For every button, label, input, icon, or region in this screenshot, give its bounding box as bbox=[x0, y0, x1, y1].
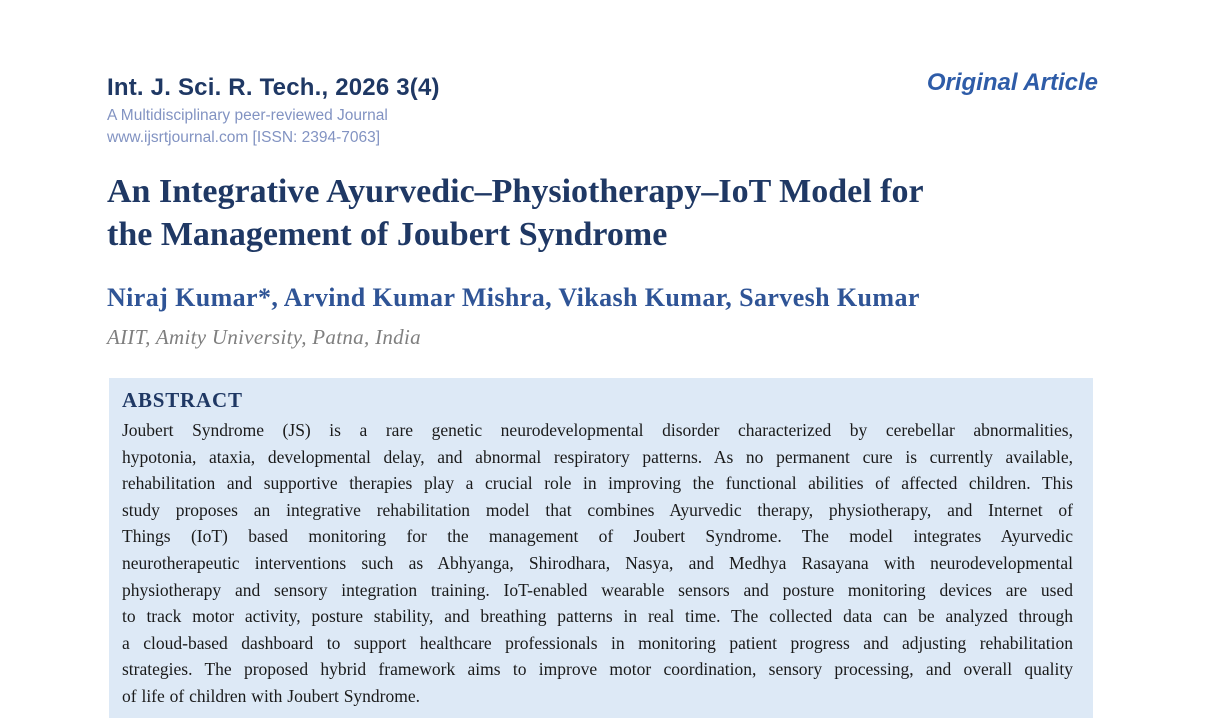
abstract-line: strategies. The proposed hybrid framework aims to improve motor coordination, sensory processing, and overall quality bbox=[122, 659, 1073, 680]
abstract-line: to track motor activity, posture stability, and breathing patterns in real time. The collected data can be analyzed through bbox=[122, 606, 1073, 627]
paper-title bbox=[107, 171, 1067, 256]
abstract-heading: ABSTRACT bbox=[122, 388, 243, 412]
abstract-line: of life of children with Joubert Syndrome. bbox=[122, 685, 421, 706]
abstract-paragraph bbox=[122, 417, 1073, 710]
paper-title-line-2: the Management of Joubert Syndrome bbox=[107, 215, 668, 253]
journal-subtitle bbox=[107, 105, 388, 148]
paper-title-line-1: An Integrative Ayurvedic–Physiotherapy–IoT Model for bbox=[107, 173, 924, 210]
journal-url-issn: www.ijsrtjournal.com [ISSN: 2394-7063] bbox=[107, 128, 381, 146]
abstract-line: study proposes an integrative rehabilitation model that combines Ayurvedic therapy, physiotherapy, and Internet of bbox=[122, 499, 1073, 520]
abstract-line: rehabilitation and supportive therapies play a crucial role in improving the functional abilities of affected children. This bbox=[122, 473, 1073, 494]
abstract-line: hypotonia, ataxia, developmental delay, and abnormal respiratory patterns. As no permanent cure is currently available, bbox=[122, 446, 1073, 467]
abstract-line: a cloud-based dashboard to support healthcare professionals in monitoring patient progress and adjusting rehabilitation bbox=[122, 632, 1073, 653]
affiliation-line: AIIT, Amity University, Patna, India bbox=[107, 325, 421, 349]
abstract-section bbox=[109, 378, 1093, 718]
abstract-line: neurotherapeutic interventions such as Abhyanga, Shirodhara, Nasya, and Medhya Rasayana with neurodevelopmental bbox=[122, 552, 1073, 573]
journal-subtitle-tagline: A Multidisciplinary peer-reviewed Journal bbox=[107, 107, 388, 124]
abstract-line: Joubert Syndrome (JS) is a rare genetic neurodevelopmental disorder characterized by cerebellar abnormalities, bbox=[122, 420, 1073, 440]
authors-line: Niraj Kumar*, Arvind Kumar Mishra, Vikash Kumar, Sarvesh Kumar bbox=[107, 283, 920, 312]
abstract-line: Things (IoT) based monitoring for the management of Joubert Syndrome. The model integrates Ayurvedic bbox=[122, 526, 1073, 547]
article-type-label: Original Article bbox=[926, 69, 1098, 96]
journal-title: Int. J. Sci. R. Tech., 2026 3(4) bbox=[107, 74, 440, 101]
abstract-line: physiotherapy and sensory integration training. IoT-enabled wearable sensors and posture monitoring devices are used bbox=[122, 579, 1073, 600]
